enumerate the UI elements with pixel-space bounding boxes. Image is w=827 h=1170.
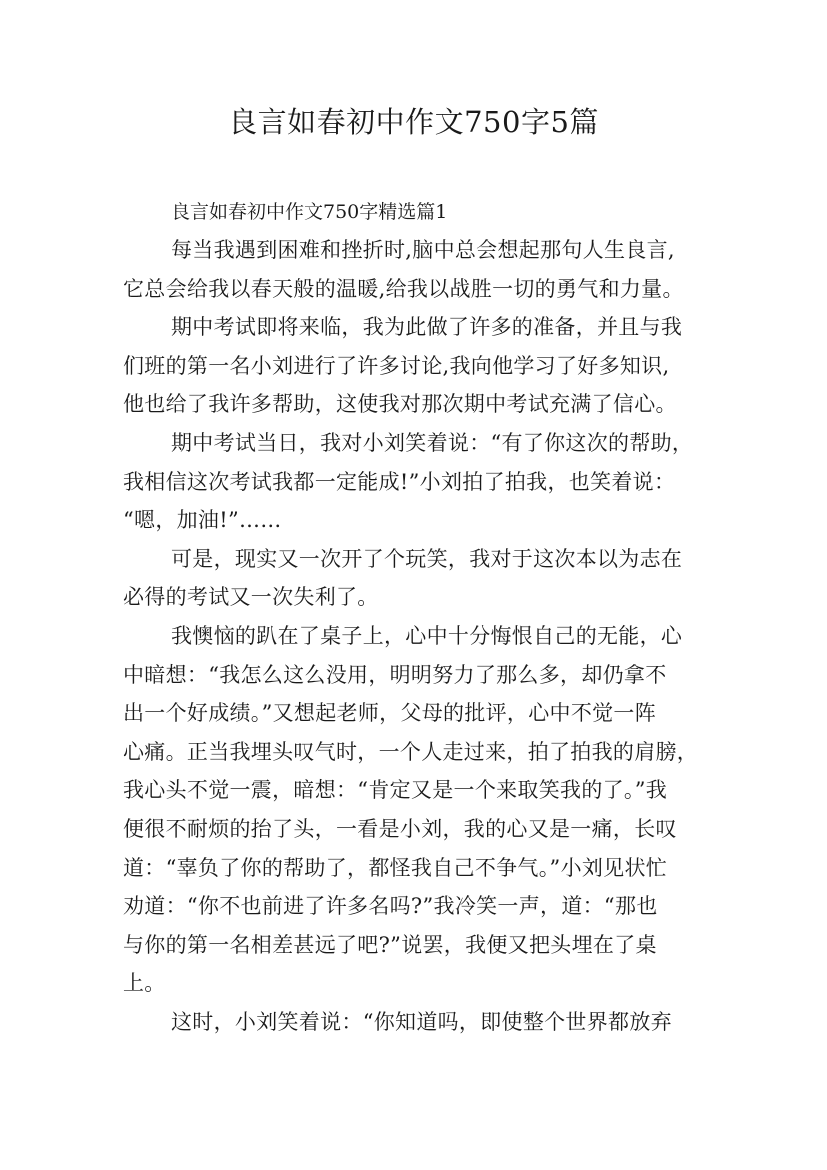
text-line: 它总会给我以春天般的温暖,给我以战胜一切的勇气和力量。 <box>123 276 684 301</box>
text-line: 我懊恼的趴在了桌子上，心中十分悔恨自己的无能，心 <box>171 623 683 648</box>
text-line: 心痛。正当我埋头叹气时，一个人走过来，拍了拍我的肩膀， <box>123 739 699 764</box>
text-line: 他也给了我许多帮助，这使我对那次期中考试充满了信心。 <box>123 392 677 417</box>
text-line: 必得的考试又一次失利了。 <box>123 585 379 610</box>
document-body <box>123 193 713 1041</box>
text-line: “嗯，加油!”…… <box>123 508 282 533</box>
text-line: 期中考试当日，我对小刘笑着说：“有了你这次的帮助， <box>171 430 694 455</box>
text-line: 便很不耐烦的抬了头，一看是小刘，我的心又是一痛，长叹 <box>123 816 677 841</box>
text-line: 中暗想：“我怎么这么没用，明明努力了那么多，却仍拿不 <box>123 662 667 687</box>
text-line: 可是，现实又一次开了个玩笑，我对于这次本以为志在 <box>171 546 683 571</box>
text-line: 道：“辜负了你的帮助了，都怪我自己不争气。”小刘见状忙 <box>123 855 668 880</box>
text-line: 出一个好成绩。”又想起老师，父母的批评，心中不觉一阵 <box>123 701 657 726</box>
text-line: 期中考试即将来临，我为此做了许多的准备，并且与我 <box>171 315 683 340</box>
text-line: 劝道：“你不也前进了许多名吗?”我冷笑一声，道：“那也 <box>123 894 658 919</box>
section-heading: 良言如春初中作文750字精选篇1 <box>171 201 448 223</box>
text-line: 每当我遇到困难和挫折时,脑中总会想起那句人生良言, <box>171 238 675 262</box>
text-line: 们班的第一名小刘进行了许多讨论,我向他学习了好多知识, <box>123 353 670 378</box>
document-title: 良言如春初中作文750字5篇 <box>228 105 599 139</box>
text-line: 我心头不觉一震，暗想：“肯定又是一个来取笑我的了。”我 <box>123 778 668 803</box>
text-line: 与你的第一名相差甚远了吧?”说罢，我便又把头埋在了桌 <box>123 932 657 957</box>
text-line: 上。 <box>123 971 166 996</box>
text-line: 这时，小刘笑着说：“你知道吗，即使整个世界都放弃 <box>171 1009 672 1034</box>
text-line: 我相信这次考试我都一定能成!”小刘拍了拍我，也笑着说： <box>123 469 676 494</box>
